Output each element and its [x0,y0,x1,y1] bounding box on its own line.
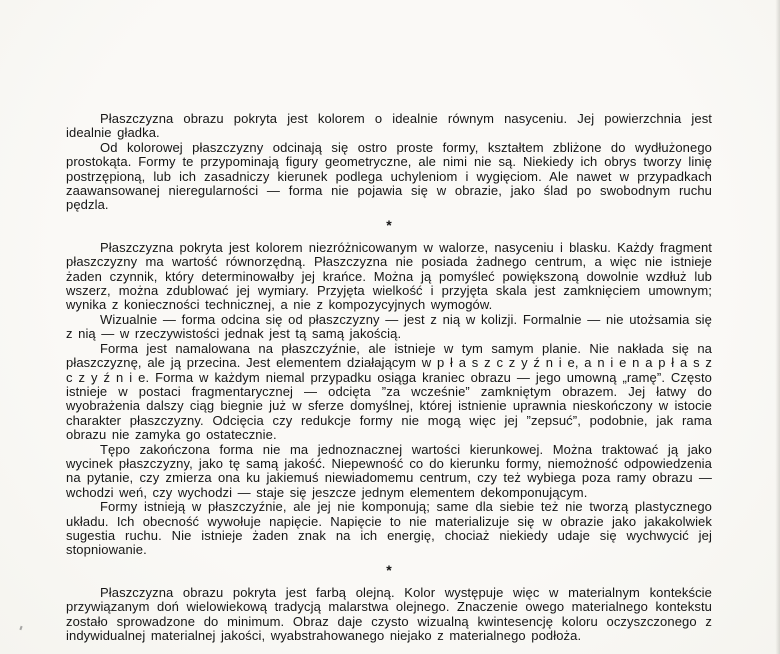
section-separator [66,563,712,577]
paragraph: Od kolorowej płaszczyzny odcinają się ostro proste formy, kształtem zbliżone do wydłużonego prostokąta. Formy te przypominają figury geometryczne, ale nimi nie są. Niekiedy ich obrys tworzy linię postrzępioną, lub ich zasadniczy kierunek podlega uchyleniom i wygięciom. Ale nawet w przypadkach zaawansowanej nieregularności — forma nie pojawia się w obrazie, jako ślad po swobodnym ruchu pędzla. [66,139,712,213]
scan-artifact-speck [19,626,22,630]
document-section-1 [66,112,712,213]
document-section-3 [66,586,712,644]
paragraph: Płaszczyzna pokryta jest kolorem niezróżnicowanym w walorze, nasyceniu i blasku. Każdy fragment płaszczyzny ma wartość równorzędną. Płaszczyzna nie posiada żadnego centrum, a więc nie istnieje żaden czynnik, który determinowałby jej krańce. Można ją pomyśleć powiększoną dowolnie wzdłuż lub wszerz, można zdublować jej wymiary. Przyjęta wielkość i przyjęta skala jest zamknięciem umownym; wynika z konieczności technicznej, a nie z kompozycyjnych wymogów. [66,239,712,313]
asterisk-glyph: * [386,561,392,578]
paragraph: Wizualnie — forma odcina się od płaszczyzny — jest z nią w kolizji. Formalnie — nie utożsamia się z nią — w rzeczywistości jednak jest tą samą jakością. [66,311,712,342]
paragraph: Płaszczyzna obrazu pokryta jest kolorem o idealnie równym nasyceniu. Jej powierzchnia jest idealnie gładka. [66,111,712,141]
document-section-2 [66,241,712,558]
paragraph: Tępo zakończona forma nie ma jednoznacznej wartości kierunkowej. Można traktować ją jako wycinek płaszczyzny, jako tę samą jakość. Niepewność co do kierunku formy, niemożność odpowiedzenia na pytanie, czy zmierza ona ku jakiemuś niewiadomemu centrum, czy też wybiega poza ramy obrazu — wchodzi weń, czy wychodzi — staje się jeszcze jednym elementem dekomponującym. [66,441,712,500]
paragraph: Formy istnieją w płaszczyźnie, ale jej nie komponują; same dla siebie też nie tworzą plastycznego układu. Ich obecność wywołuje napięcie. Napięcie to nie materializuje się w obrazie jako jakakolwiek sugestia ruchu. Nie istnieje żaden znak na ich energię, chociaż niekiedy udaje się wychwycić jej stopniowanie. [66,499,712,558]
paragraph: Forma jest namalowana na płaszczyźnie, ale istnieje w tym samym planie. Nie nakłada się na płaszczyznę, ale ją przecina. Jest elementem działającym w p ł a s z c z y ź n i e, a n i e n a p ł a s z c z y ź n i e. Forma w każdym niemal przypadku osiąga kraniec obrazu — jego umowną „ramę”. Często istnieje w postaci fragmentarycznej — odcięta ”za wcześnie” zamkniętym obrazem. Jej łatwy do wyobrażenia dalszy ciąg biegnie już w sferze domyślnej, której istnienie uprawnia nieskończony w istocie charakter płaszczyzny. Odcięcia czy redukcje formy nie mogą więc jej ”zepsuć”, podobnie, jak rama obrazu nie zamyka go ostatecznie. [66,340,712,443]
asterisk-glyph: * [386,216,392,233]
section-separator [66,218,712,232]
paragraph: Płaszczyzna obrazu pokryta jest farbą olejną. Kolor występuje więc w materialnym kontekście przywiązanym doń wielowiekową tradycją malarstwa olejnego. Znaczenie owego materialnego kontekstu zostało sprowadzone do minimum. Obraz daje czysto wizualną kwintesencję koloru oczyszczonego z indywidualnej materialnej jakości, wyabstrahowanego niejako z materialnego podłoża. [66,584,712,643]
